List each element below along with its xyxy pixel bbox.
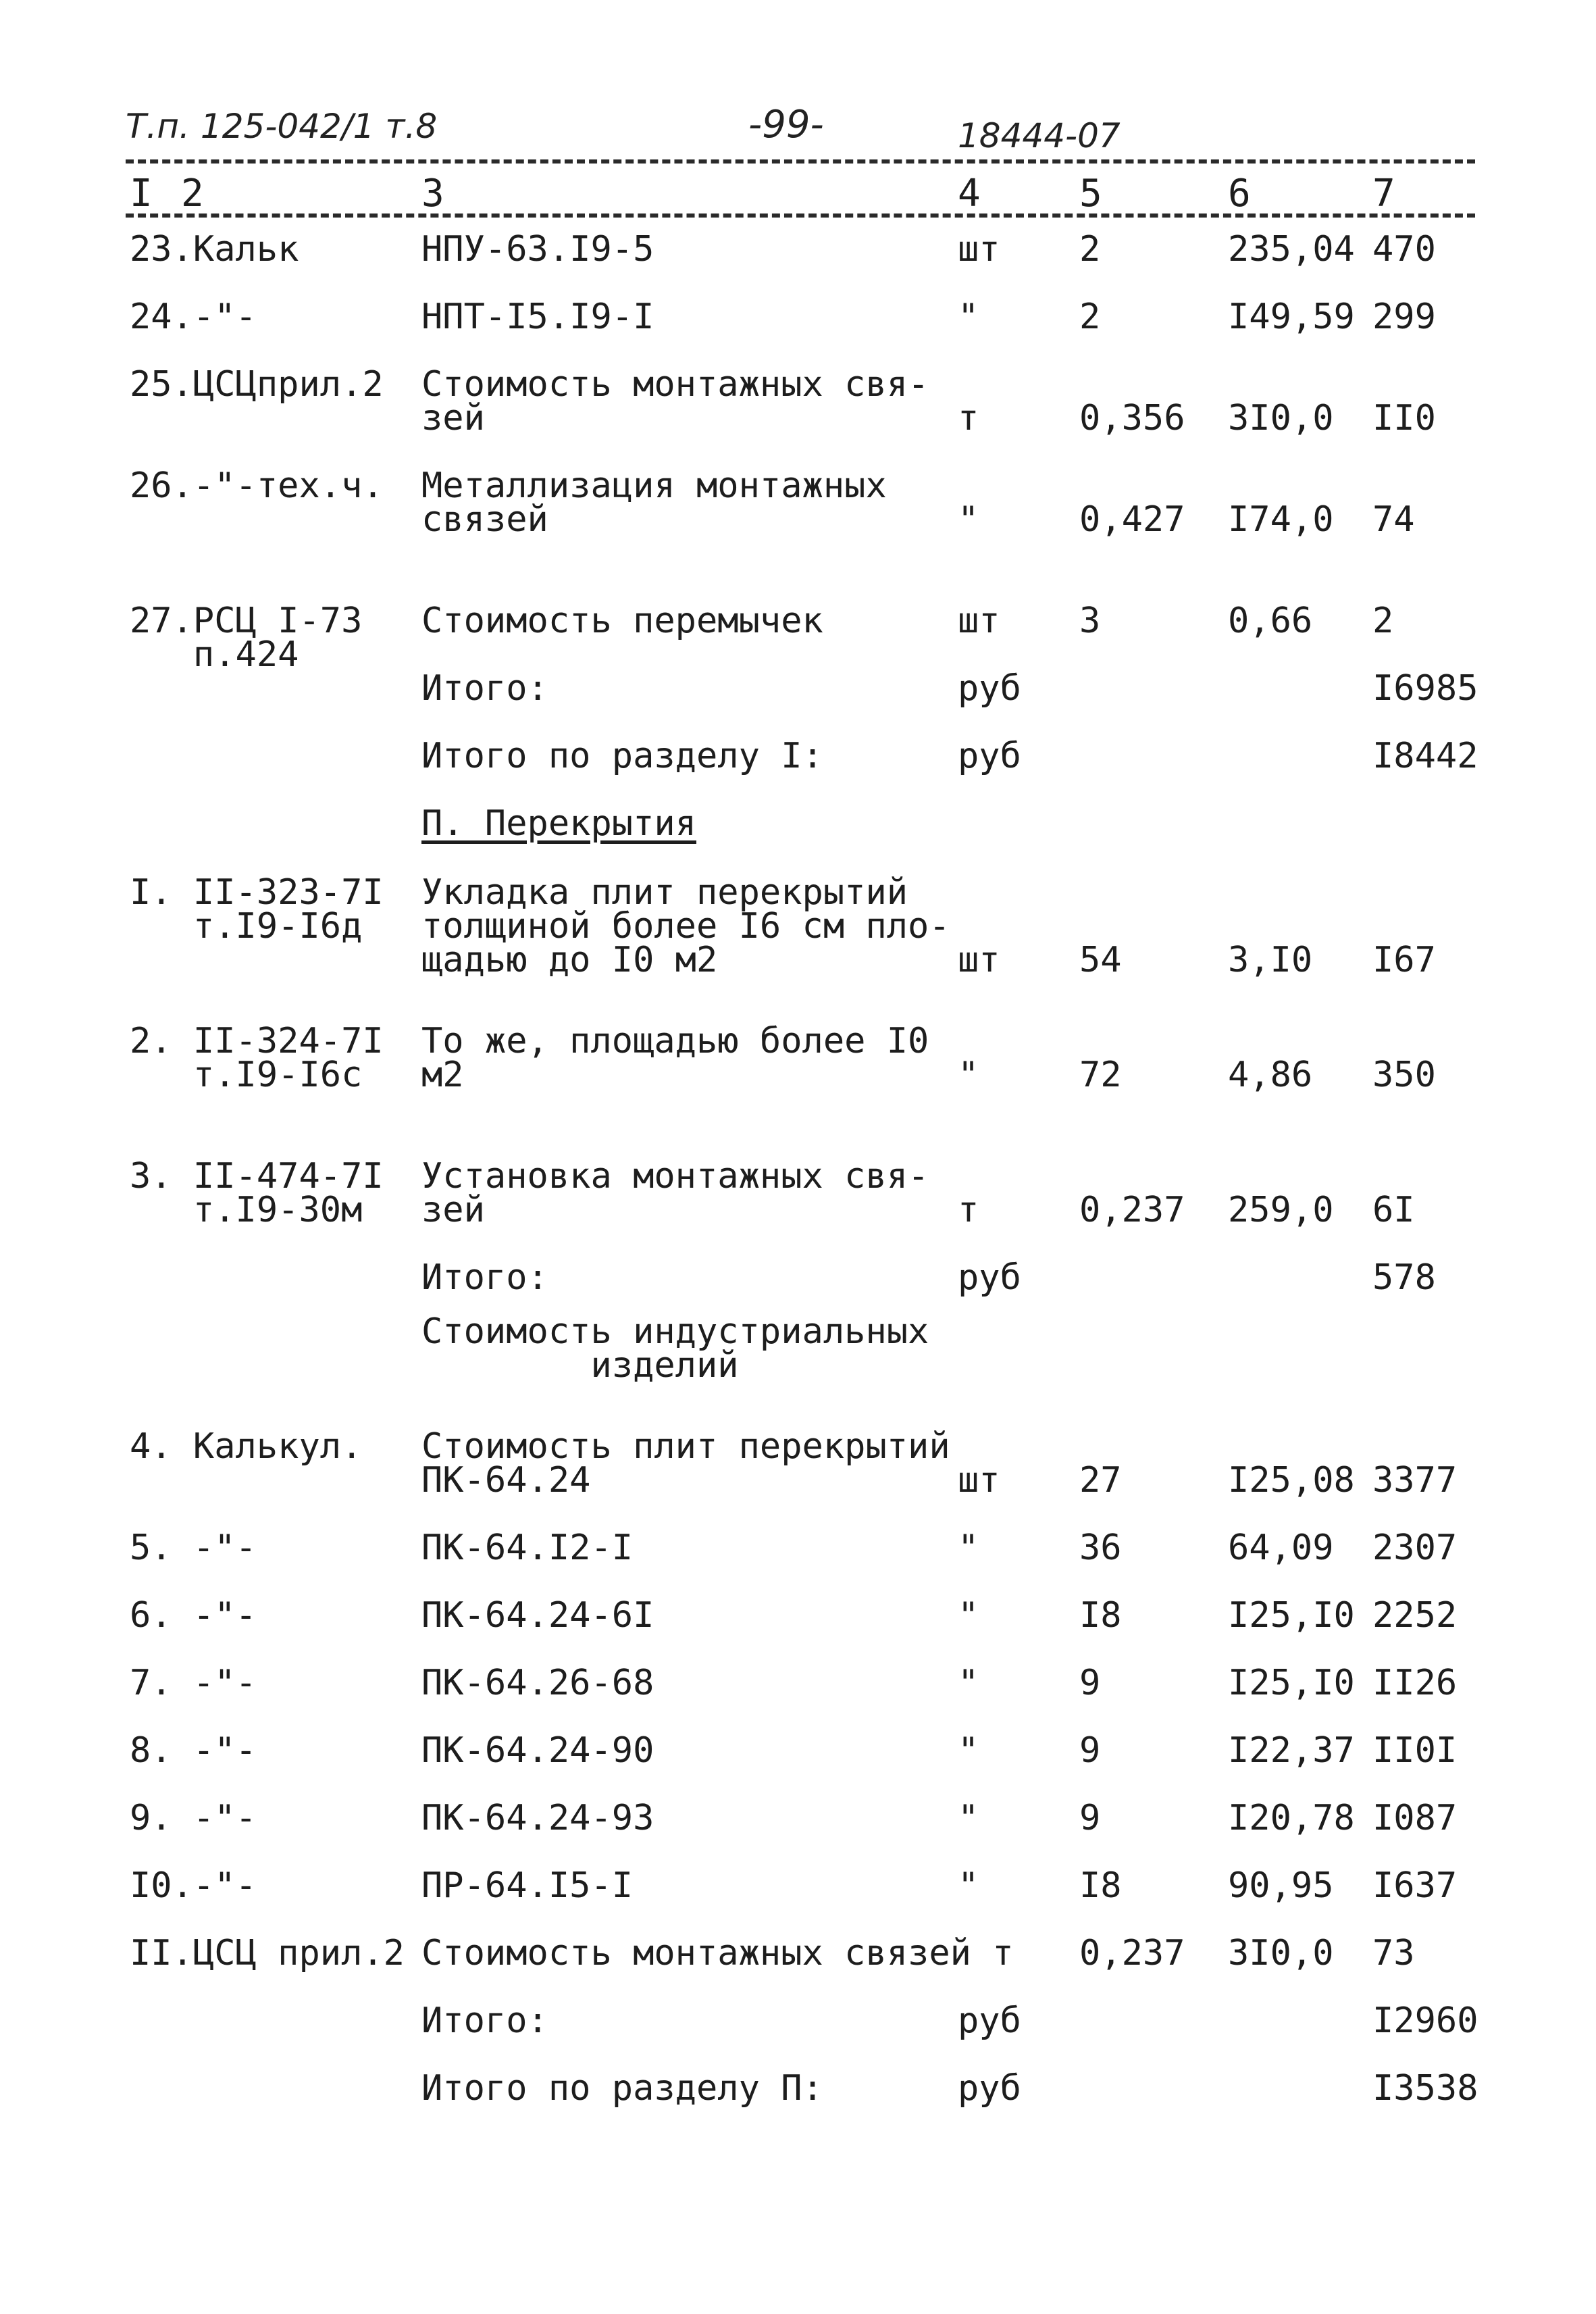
cell-col-1: 9. -"- — [130, 1798, 257, 1838]
cell-col-4: шт — [958, 1460, 1000, 1501]
cell-col-7: 3377 — [1372, 1460, 1458, 1501]
cell-col-6: I20,78 — [1228, 1798, 1355, 1838]
cell-col-1: 24.-"- — [130, 297, 257, 337]
document-code: Т.п. 125-042/1 т.8 — [126, 107, 438, 146]
cell-col-5: 0,237 — [1079, 1190, 1185, 1230]
cell-col-1: 4. Калькул. — [130, 1426, 363, 1467]
cell-col-7: 350 — [1372, 1055, 1436, 1095]
cell-col-1: 6. -"- — [130, 1595, 257, 1636]
cell-col-7: 6I — [1372, 1190, 1415, 1230]
cell-col-5: 36 — [1079, 1528, 1122, 1568]
cell-col-1: 25.ЦСЦприл.2 — [130, 364, 384, 405]
header-divider-top — [126, 159, 1475, 164]
cell-col-4: шт — [958, 229, 1000, 270]
cell-col-6: I22,37 — [1228, 1730, 1355, 1771]
cell-col-5: 2 — [1079, 229, 1101, 270]
cell-col-7: 2 — [1372, 601, 1394, 641]
cell-col-3: ПР-64.I5-I — [421, 1865, 634, 1906]
column-header: I — [130, 172, 153, 216]
cell-col-4: руб — [958, 1257, 1021, 1298]
cell-col-5: 72 — [1079, 1055, 1122, 1095]
cell-col-5: 27 — [1079, 1460, 1122, 1501]
cell-col-4: " — [958, 1798, 979, 1838]
column-header: 4 — [958, 172, 981, 216]
cell-col-1: II.ЦСЦ прил.2 — [130, 1933, 405, 1973]
cell-col-1: 23.Кальк — [130, 229, 299, 270]
cell-col-3: Стоимость перемычек — [421, 601, 823, 641]
cell-col-6: I25,08 — [1228, 1460, 1355, 1501]
cell-col-5: 3 — [1079, 601, 1101, 641]
cell-col-3: То же, площадью более I0 м2 — [421, 1021, 929, 1095]
cell-col-1: 7. -"- — [130, 1663, 257, 1703]
cell-col-6: 3I0,0 — [1228, 1933, 1334, 1973]
cell-col-3: Итого по разделу I: — [421, 736, 823, 776]
cell-col-3: Стоимость монтажных связей т — [421, 1933, 1014, 1973]
archive-number: 18444-07 — [958, 116, 1121, 155]
cell-col-4: т — [958, 1190, 979, 1230]
cell-col-7: I6985 — [1372, 668, 1478, 709]
cell-col-7: 578 — [1372, 1257, 1436, 1298]
cell-col-6: I25,I0 — [1228, 1595, 1355, 1636]
cell-col-3: Металлизация монтажных связей — [421, 466, 887, 540]
cell-col-3: Итого: — [421, 668, 548, 709]
cell-col-5: 9 — [1079, 1798, 1101, 1838]
cell-col-6: 3I0,0 — [1228, 398, 1334, 438]
cell-col-1: I. II-323-7I т.I9-I6д — [130, 872, 384, 947]
cell-col-5: 0,427 — [1079, 499, 1185, 540]
cell-col-7: 2307 — [1372, 1528, 1458, 1568]
cell-col-5: I8 — [1079, 1595, 1122, 1636]
cell-col-3: Стоимость плит перекрытий ПК-64.24 — [421, 1426, 950, 1501]
cell-col-4: руб — [958, 668, 1021, 709]
cell-col-3: Укладка плит перекрытий толщиной более I6 см пло- щадью до I0 м2 — [421, 872, 950, 980]
cell-col-1: 8. -"- — [130, 1730, 257, 1771]
column-header: 2 — [181, 172, 204, 216]
cell-col-3: ПК-64.26-68 — [421, 1663, 654, 1703]
cell-col-5: 54 — [1079, 940, 1122, 980]
cell-col-5: 9 — [1079, 1663, 1101, 1703]
cell-col-7: II26 — [1372, 1663, 1458, 1703]
cell-col-5: 2 — [1079, 297, 1101, 337]
cell-col-7: 470 — [1372, 229, 1436, 270]
cell-col-6: I49,59 — [1228, 297, 1355, 337]
cell-col-6: 235,04 — [1228, 229, 1355, 270]
cell-col-3: ПК-64.I2-I — [421, 1528, 634, 1568]
cell-col-3: НПУ-63.I9-5 — [421, 229, 654, 270]
cell-col-6: 0,66 — [1228, 601, 1313, 641]
cell-col-7: 2252 — [1372, 1595, 1458, 1636]
cell-col-1: 26.-"-тех.ч. — [130, 466, 384, 506]
cell-col-3: Установка монтажных свя- зей — [421, 1156, 929, 1230]
cell-col-6: 3,I0 — [1228, 940, 1313, 980]
cell-col-7: I3538 — [1372, 2068, 1478, 2109]
cell-col-1: 3. II-474-7I т.I9-30м — [130, 1156, 384, 1230]
cell-col-3: Итого: — [421, 1257, 548, 1298]
cell-col-3: Стоимость монтажных свя- зей — [421, 364, 929, 438]
cell-col-7: II0 — [1372, 398, 1436, 438]
page-number: -99- — [748, 103, 824, 147]
cell-col-7: II0I — [1372, 1730, 1458, 1771]
cell-col-4: " — [958, 1730, 979, 1771]
cell-col-5: 9 — [1079, 1730, 1101, 1771]
cell-col-3: Стоимость индустриальных изделий — [421, 1311, 929, 1386]
cell-col-4: шт — [958, 940, 1000, 980]
cell-col-4: " — [958, 1595, 979, 1636]
column-header: 3 — [421, 172, 444, 216]
cell-col-5: 0,356 — [1079, 398, 1185, 438]
cell-col-7: I67 — [1372, 940, 1436, 980]
cell-col-3: НПТ-I5.I9-I — [421, 297, 654, 337]
cell-col-1: I0.-"- — [130, 1865, 257, 1906]
cell-col-7: I087 — [1372, 1798, 1458, 1838]
cell-col-4: т — [958, 398, 979, 438]
cell-col-6: I25,I0 — [1228, 1663, 1355, 1703]
cell-col-6: I74,0 — [1228, 499, 1334, 540]
cell-col-7: I2960 — [1372, 2001, 1478, 2041]
cell-col-4: руб — [958, 736, 1021, 776]
cell-col-1: 5. -"- — [130, 1528, 257, 1568]
cell-col-5: 0,237 — [1079, 1933, 1185, 1973]
cell-col-4: руб — [958, 2068, 1021, 2109]
cell-col-4: " — [958, 1663, 979, 1703]
cell-col-4: шт — [958, 601, 1000, 641]
cell-col-3: ПК-64.24-93 — [421, 1798, 654, 1838]
cell-col-4: " — [958, 1055, 979, 1095]
cell-col-3: ПК-64.24-90 — [421, 1730, 654, 1771]
cell-col-4: " — [958, 297, 979, 337]
cell-col-4: " — [958, 499, 979, 540]
cell-col-7: I637 — [1372, 1865, 1458, 1906]
cell-col-4: " — [958, 1528, 979, 1568]
cell-col-7: 73 — [1372, 1933, 1415, 1973]
cell-col-1: 2. II-324-7I т.I9-I6с — [130, 1021, 384, 1095]
cell-col-7: 74 — [1372, 499, 1415, 540]
cell-col-6: 259,0 — [1228, 1190, 1334, 1230]
cell-col-4: руб — [958, 2001, 1021, 2041]
cell-col-6: 64,09 — [1228, 1528, 1334, 1568]
cell-col-7: I8442 — [1372, 736, 1478, 776]
column-header: 6 — [1228, 172, 1251, 216]
column-header: 7 — [1372, 172, 1395, 216]
cell-col-4: " — [958, 1865, 979, 1906]
cell-col-1: 27.РСЦ I-73 п.424 — [130, 601, 363, 675]
column-header: 5 — [1079, 172, 1102, 216]
cell-col-3: Итого: — [421, 2001, 548, 2041]
cell-col-7: 299 — [1372, 297, 1436, 337]
cell-col-6: 4,86 — [1228, 1055, 1313, 1095]
header-divider-bottom — [126, 213, 1475, 218]
cell-col-6: 90,95 — [1228, 1865, 1334, 1906]
cell-col-3: ПК-64.24-6I — [421, 1595, 654, 1636]
cell-col-5: I8 — [1079, 1865, 1122, 1906]
cell-col-3: Итого по разделу П: — [421, 2068, 823, 2109]
cell-col-3: П. Перекрытия — [421, 803, 696, 844]
